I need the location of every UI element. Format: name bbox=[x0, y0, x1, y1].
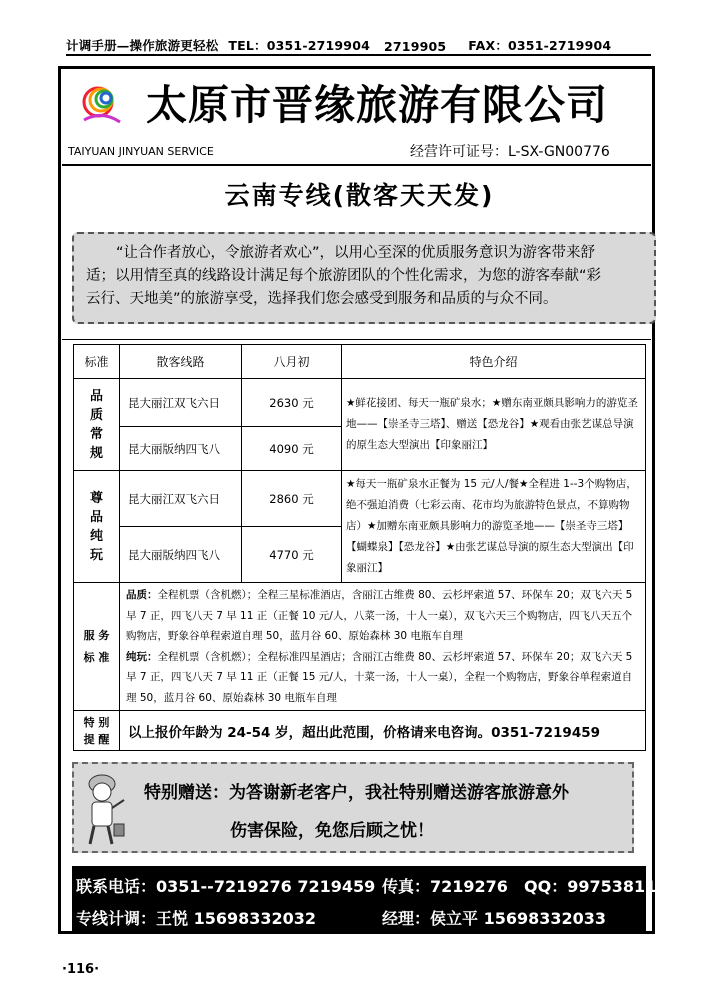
note-text: 以上报价年龄为 24-54 岁，超出此范围，价格请来电咨询。0351-7219459 bbox=[120, 711, 646, 751]
gift-text-line1: 特别赠送：为答谢新老客户，我社特别赠送游客旅游意外 bbox=[144, 783, 569, 803]
table-row bbox=[74, 471, 646, 527]
contact-phone: 联系电话：0351--7219276 7219459 bbox=[76, 877, 376, 896]
category-premium: 尊 品 纯 玩 bbox=[74, 471, 120, 583]
note-row bbox=[74, 711, 646, 751]
slogan-line: “让合作者放心，令旅游者欢心”，以用心至深的优质服务意识为游客带来舒 bbox=[116, 245, 596, 261]
gift-panel bbox=[72, 762, 634, 853]
header-tel: TEL：0351-2719904 bbox=[228, 38, 370, 53]
table-row bbox=[74, 379, 646, 427]
cartoon-guide-icon bbox=[80, 770, 128, 848]
service-details bbox=[120, 583, 646, 711]
header-tagline: 计调手册—操作旅游更轻松 bbox=[66, 38, 219, 53]
feature-description: ★每天一瓶矿泉水正餐为 15 元/人/餐★全程进 1--3个购物店，绝不强迫消费（七彩云南、花市均为旅游特色景点，不算购物店）★加赠东南亚颇具影响力的游览圣地——【崇圣寺三塔】【蝴蝶泉】【恐龙谷】★由张艺谋总导演的原生态大型演出【印象丽江】 bbox=[342, 471, 646, 583]
route-name: 昆大丽版纳四飞八 bbox=[120, 527, 242, 583]
license-number: 经营许可证号：L-SX-GN00776 bbox=[410, 144, 610, 160]
contact-qq: QQ：997538111 bbox=[524, 877, 668, 896]
route-price: 2860 元 bbox=[242, 471, 342, 527]
pure-label: 纯玩： bbox=[126, 650, 158, 663]
section-divider bbox=[62, 339, 651, 340]
page-title: 云南专线(散客天天发) bbox=[224, 181, 495, 210]
route-name: 昆大丽江双飞六日 bbox=[120, 379, 242, 427]
col-header: 特色介绍 bbox=[342, 345, 646, 379]
header-fax: FAX：0351-2719904 bbox=[468, 38, 612, 53]
col-header: 标准 bbox=[74, 345, 120, 379]
contact-manager: 经理：侯立平 15698332033 bbox=[382, 909, 607, 928]
company-logo-icon bbox=[76, 80, 128, 132]
quality-label: 品质： bbox=[126, 589, 158, 601]
slogan-panel bbox=[72, 232, 656, 324]
gift-text-line2: 伤害保险，免您后顾之忧！ bbox=[230, 821, 434, 841]
company-name: 太原市晋缘旅游有限公司 bbox=[146, 81, 608, 129]
header-tel2: 2719905 bbox=[384, 39, 447, 54]
quality-standard: 全程机票（含机燃）；全程三星标准酒店，含丽江古维费 80、云杉坪索道 57、环保车 20；双飞六天 5 早 7 正，四飞八天 7 早 11 正（正餐 10 元/人，八菜一汤，十人一桌），双飞六天三个购物店，四飞八天五个购物店，野象谷单程索道自理 50，蓝月谷 60、原始森林 30 电瓶车自理 bbox=[126, 589, 633, 642]
header-divider bbox=[62, 164, 651, 166]
top-header-bar bbox=[66, 34, 651, 56]
service-row bbox=[74, 583, 646, 711]
note-label: 特 别 提 醒 bbox=[74, 711, 120, 751]
slogan-line: 适；以用情至真的线路设计满足每个旅游团队的个性化需求，为您的游客奉献“彩 bbox=[86, 268, 602, 284]
price-table bbox=[73, 344, 646, 751]
route-name: 昆大丽江双飞六日 bbox=[120, 471, 242, 527]
feature-description: ★鲜花接团、每天一瓶矿泉水；★赠东南亚颇具影响力的游览圣地——【崇圣寺三塔】、赠送【恐龙谷】★观看由张艺谋总导演的原生态大型演出【印象丽江】 bbox=[342, 379, 646, 471]
col-header: 散客线路 bbox=[120, 345, 242, 379]
company-name-en: TAIYUAN JINYUAN SERVICE bbox=[68, 145, 214, 158]
route-price: 2630 元 bbox=[242, 379, 342, 427]
service-label: 服 务 标 准 bbox=[74, 583, 120, 711]
pure-standard: 全程机票（含机燃）；全程标准四星酒店；含丽江古维费 80、云杉坪索道 57、环保车 20；双飞六天 5 早 7 正，四飞八天 7 早 11 正（正餐 15 元/人，十菜一汤，十人一桌），全程一个购物店，野象谷单程索道自理 50，蓝月谷 60、原始森林 30 电瓶车自理 bbox=[126, 650, 633, 704]
contact-fax: 传真：7219276 bbox=[382, 877, 508, 896]
route-price: 4770 元 bbox=[242, 527, 342, 583]
route-price: 4090 元 bbox=[242, 427, 342, 471]
contact-planner: 专线计调：王悦 15698332032 bbox=[76, 909, 317, 928]
route-name: 昆大丽版纳四飞八 bbox=[120, 427, 242, 471]
category-quality: 品 质 常 规 bbox=[74, 379, 120, 471]
contact-bar bbox=[72, 866, 668, 934]
col-header: 八月初 bbox=[242, 345, 342, 379]
slogan-line: 云行、天地美”的旅游享受，选择我们您会感受到服务和品质的与众不同。 bbox=[86, 291, 558, 307]
page-number: ·116· bbox=[62, 962, 100, 977]
table-header-row bbox=[74, 345, 646, 379]
